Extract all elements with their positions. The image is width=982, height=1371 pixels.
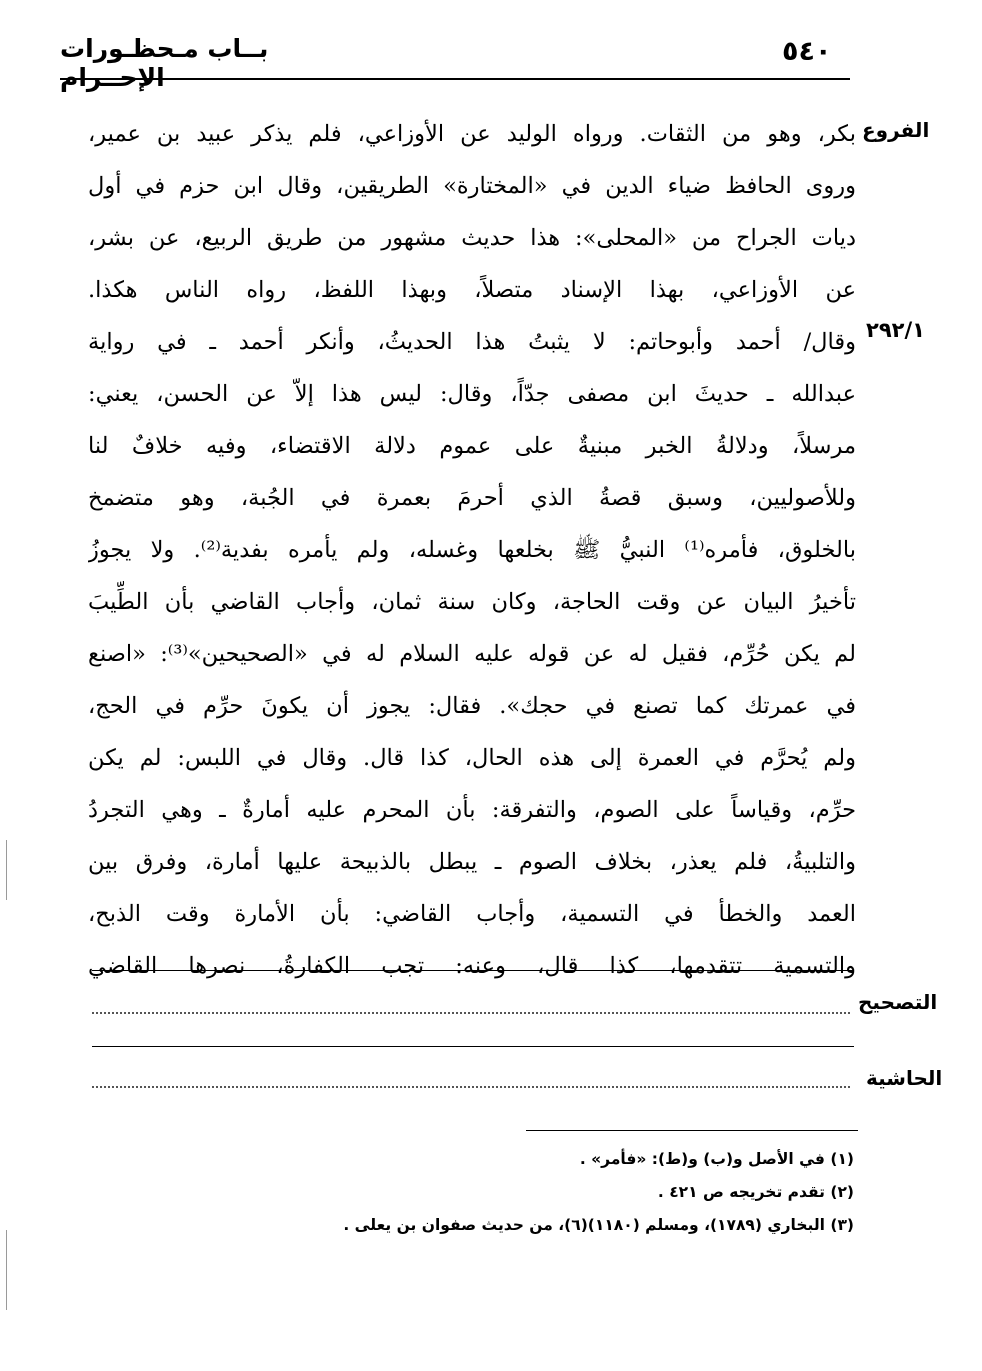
footnote-2: (٢) تقدم تخريجه ص ٤٢١ . <box>657 1183 854 1201</box>
correction-dotted-line <box>92 1012 850 1014</box>
text-line-3: ديات الجراح من «المحلى»: هذا حديث مشهور من طريق الربيع، عن بشر، <box>88 225 856 251</box>
text-line-7: مرسلاً، ودلالةُ الخبر مبنيةٌ على عموم دلالة الاقتضاء، وفيه خلافٌ لنا <box>88 433 856 459</box>
footnote-3: (٣) البخاري (١٧٨٩)، ومسلم (١١٨٠)(٦)، من حديث صفوان بن يعلى . <box>343 1216 854 1234</box>
text-line-1: بكر، وهو من الثقات. ورواه الوليد عن الأوزاعي، فلم يذكر عبيد بن عمير، <box>88 121 856 147</box>
text-line-6: عبدالله ـ حديثَ ابن مصفى جدّاً، وقال: ليس هذا إلاّ عن الحسن، يعني: <box>88 381 856 407</box>
text-line-2: وروى الحافظ ضياء الدين في «المختارة» الطريقين، وقال ابن حزم في أول <box>88 173 856 199</box>
text-line-9: بالخلوق، فأمره⁽¹⁾ النبيُّ ﷺ بخلعها وغسله، ولم يأمره بفدية⁽²⁾. ولا يجوزُ <box>88 537 856 563</box>
header-rule <box>60 78 850 80</box>
text-line-10: تأخيرُ البيان عن وقت الحاجة، وكان سنة ثمان، وأجاب القاضي بأن الطِّيبَ <box>88 589 856 615</box>
notes-top-rule <box>92 970 854 971</box>
text-line-12: في عمرتك كما تصنع في حجك». فقال: يجوز أن يكونَ حرِّم في الحج، <box>88 693 856 719</box>
footnote-1: (١) في الأصل و(ب) و(ط): «فأمر» . <box>579 1150 854 1168</box>
text-line-11: لم يكن حُرِّم، فقيل له عن قوله عليه السلام له في «الصحيحين»⁽³⁾: «اصنع <box>88 641 856 667</box>
chapter-title: بــاب مـحظـورات الإحــرام <box>60 34 269 92</box>
text-line-5: وقال/ أحمد وأبوحاتم: لا يثبتُ هذا الحديثُ، وأنكر أحمد ـ في رواية <box>88 329 856 355</box>
text-line-8: وللأصوليين، وسبق قصةُ الذي أحرمَ بعمرة في الجُبة، وهو متضمخ <box>88 485 856 511</box>
text-line-17: والتسمية تتقدمها، كذا قال، وعنه: تجب الكفارةُ، نصرها القاضي <box>88 953 856 979</box>
footnote-separator <box>526 1130 858 1131</box>
page-number: ٥٤٠ <box>782 36 832 67</box>
text-line-16: العمد والخطأ في التسمية، وأجاب القاضي: بأن الأمارة وقت الذبح، <box>88 901 856 927</box>
margin-note-label: الحاشية <box>866 1066 943 1090</box>
text-line-15: والتلبيةُ، فلم يعذر، بخلاف الصوم ـ يبطل بالذبيحة عليها أمارة، وفرق بين <box>88 849 856 875</box>
text-line-13: ولم يُحرَّم في العمرة إلى هذه الحال، كذا قال. وقال في اللبس: لم يكن <box>88 745 856 771</box>
text-line-4: عن الأوزاعي، بهذا الإسناد متصلاً، وبهذا اللفظ، رواه الناس هكذا. <box>88 277 856 303</box>
scan-edge-mark-lower <box>6 1230 7 1310</box>
main-text <box>88 108 856 992</box>
margin-book-label: الفروع <box>862 118 930 142</box>
scan-edge-mark <box>6 840 7 900</box>
correction-label: التصحيح <box>858 990 938 1014</box>
notes-middle-rule <box>92 1046 854 1047</box>
margin-reference: ٢٩٢/١ <box>866 318 925 342</box>
margin-note-dotted-line <box>92 1086 850 1088</box>
text-line-14: حرِّم، وقياساً على الصوم، والتفرقة: بأن المحرم عليه أمارةٌ ـ وهي التجردُ <box>88 797 856 823</box>
